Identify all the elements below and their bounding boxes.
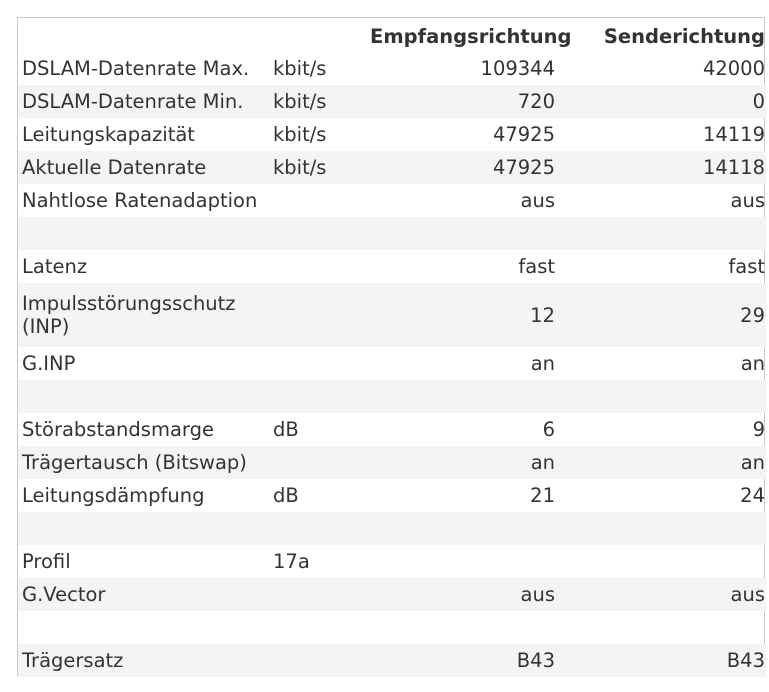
row-sende-value: an (740, 352, 765, 375)
row-sende-value (559, 217, 766, 250)
row-label: Profil (22, 550, 71, 573)
row-unit: dB (273, 484, 299, 507)
header-label-empty (18, 18, 269, 52)
header-unit-empty (269, 18, 366, 52)
row-sende-value: aus (730, 189, 765, 212)
row-unit (269, 578, 366, 611)
row-unit (269, 347, 366, 380)
row-label: G.INP (22, 352, 76, 375)
header-senderichtung: Senderichtung (603, 24, 765, 48)
row-unit (269, 217, 366, 250)
row-label (18, 611, 269, 644)
table-row (18, 545, 766, 578)
row-sende-value: fast (728, 255, 765, 278)
row-label: Trägersatz (18, 644, 269, 677)
row-label: Nahtlose Ratenadaption (22, 189, 258, 212)
row-unit: dB (273, 418, 299, 441)
row-label: Impulsstörungsschutz (INP) (18, 283, 269, 347)
row-label: Leitungskapazität (22, 123, 195, 146)
table-spacer-row (18, 611, 766, 644)
row-sende-value: 24 (740, 484, 765, 507)
row-empfang-value: B43 (366, 644, 559, 677)
row-label: DSLAM-Datenrate Max. (22, 57, 250, 80)
row-empfang-value: fast (518, 255, 555, 278)
row-label: G.Vector (18, 578, 269, 611)
row-sende-value: 14118 (559, 151, 766, 184)
row-sende-value (559, 545, 766, 578)
row-sende-value: 14119 (702, 123, 765, 146)
row-empfang-value: 21 (530, 484, 555, 507)
row-empfang-value: an (530, 352, 555, 375)
table-spacer-row (18, 217, 766, 250)
row-empfang-value: 47925 (492, 123, 555, 146)
row-unit: kbit/s (269, 85, 366, 118)
table-row (18, 250, 766, 283)
row-empfang-value: 12 (366, 283, 559, 347)
row-empfang-value: aus (366, 578, 559, 611)
row-unit (269, 283, 366, 347)
dsl-info-panel (17, 17, 765, 676)
row-unit (269, 380, 366, 413)
row-empfang-value (366, 512, 559, 545)
row-empfang-value: an (366, 446, 559, 479)
row-label (18, 217, 269, 250)
row-sende-value: an (559, 446, 766, 479)
table-row (18, 52, 766, 85)
table-header-row (18, 18, 766, 52)
dsl-info-table (18, 18, 766, 677)
table-row (18, 283, 766, 347)
row-label (18, 380, 269, 413)
table-row (18, 644, 766, 677)
row-unit (269, 611, 366, 644)
row-empfang-value (366, 611, 559, 644)
row-empfang-value (366, 217, 559, 250)
table-row (18, 578, 766, 611)
table-row (18, 347, 766, 380)
row-unit: kbit/s (273, 57, 327, 80)
row-unit (269, 184, 366, 217)
row-sende-value (559, 380, 766, 413)
row-label: DSLAM-Datenrate Min. (18, 85, 269, 118)
row-unit: kbit/s (273, 123, 327, 146)
table-spacer-row (18, 512, 766, 545)
row-empfang-value: 47925 (366, 151, 559, 184)
row-unit (269, 512, 366, 545)
row-sende-value: B43 (559, 644, 766, 677)
row-sende-value (559, 611, 766, 644)
row-label: Störabstandsmarge (22, 418, 214, 441)
row-empfang-value: aus (520, 189, 555, 212)
table-row (18, 151, 766, 184)
row-unit: 17a (273, 550, 310, 573)
table-spacer-row (18, 380, 766, 413)
table-row (18, 446, 766, 479)
row-label: Leitungsdämpfung (22, 484, 205, 507)
table-row (18, 413, 766, 446)
table-row (18, 184, 766, 217)
table-row (18, 118, 766, 151)
row-sende-value (559, 512, 766, 545)
row-label (18, 512, 269, 545)
row-empfang-value: 720 (366, 85, 559, 118)
row-unit: kbit/s (269, 151, 366, 184)
row-label: Latenz (22, 255, 88, 278)
row-unit (269, 446, 366, 479)
row-empfang-value: 109344 (480, 57, 555, 80)
row-empfang-value (366, 545, 559, 578)
row-unit (269, 644, 366, 677)
row-sende-value: aus (559, 578, 766, 611)
header-empfangsrichtung: Empfangsrichtung (370, 24, 572, 48)
row-label: Aktuelle Datenrate (18, 151, 269, 184)
row-sende-value: 42000 (702, 57, 765, 80)
row-sende-value: 0 (559, 85, 766, 118)
row-label: Trägertausch (Bitswap) (18, 446, 269, 479)
row-empfang-value (366, 380, 559, 413)
row-unit (269, 250, 366, 283)
row-sende-value: 9 (752, 418, 765, 441)
table-row (18, 85, 766, 118)
row-sende-value: 29 (559, 283, 766, 347)
row-empfang-value: 6 (542, 418, 555, 441)
table-row (18, 479, 766, 512)
